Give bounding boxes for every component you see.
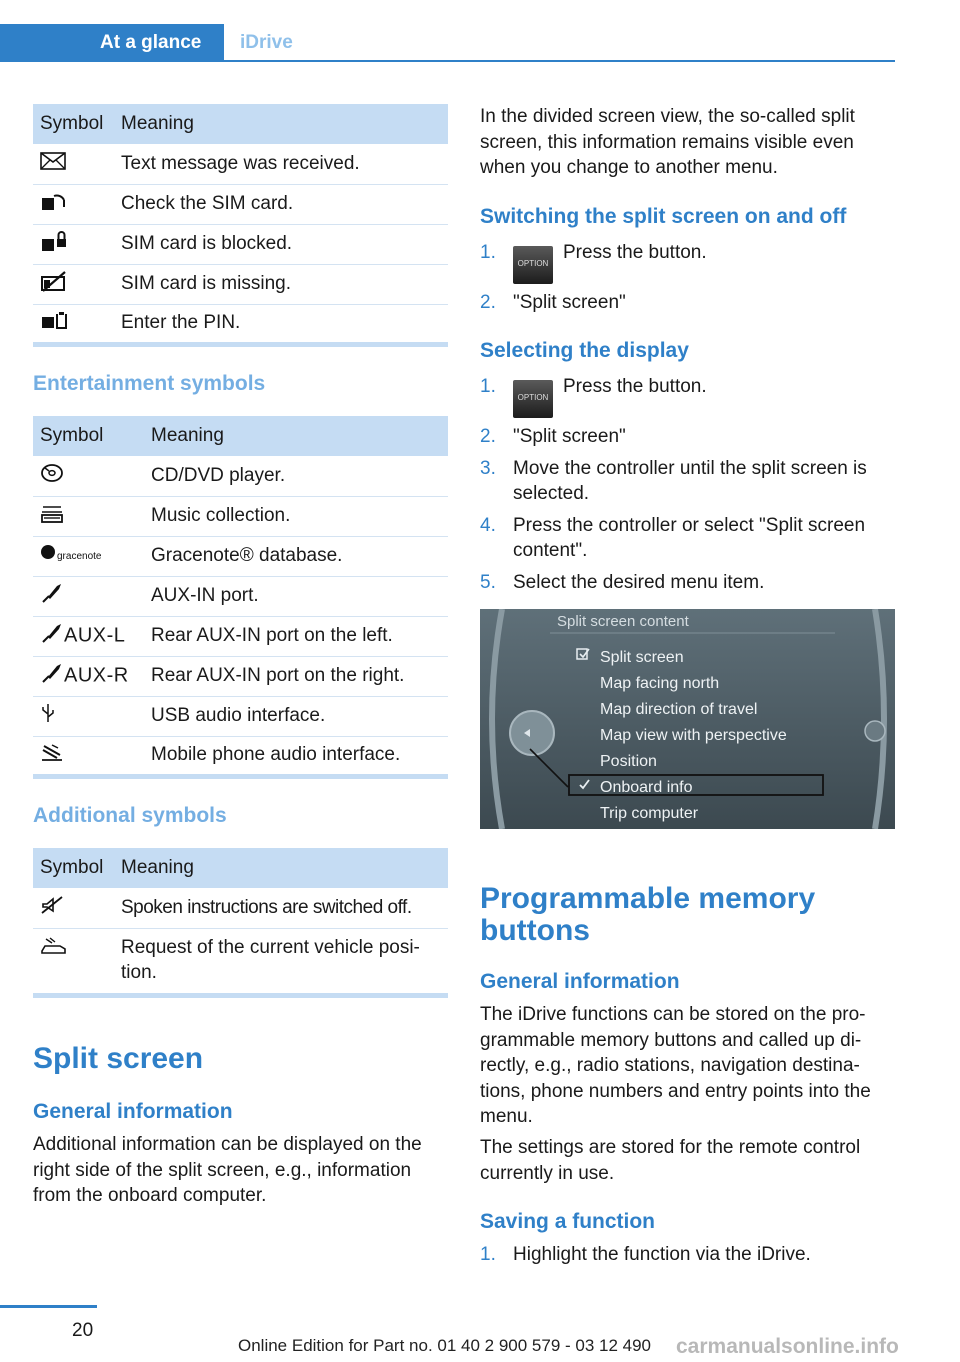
screen-menu	[600, 645, 787, 827]
menu-item-position[interactable]: Position	[600, 753, 657, 770]
list-item: 2. "Split screen"	[480, 292, 626, 313]
music-collection-icon	[40, 503, 64, 529]
list-item: 4. Press the controller or select "Split screen content".	[480, 514, 866, 561]
table-row	[33, 928, 448, 995]
menu-item-split-screen[interactable]: Split screen	[600, 649, 684, 666]
list-item: 2. "Split screen"	[480, 426, 626, 447]
aux-plug-icon	[40, 582, 64, 610]
disc-icon	[40, 463, 64, 489]
memory-general-heading: General information	[480, 970, 680, 993]
speech-off-icon	[40, 895, 64, 921]
table-row	[33, 616, 448, 656]
split-screen-title: Split screen	[33, 1042, 204, 1075]
meaning-cell: Text message was received.	[114, 144, 448, 184]
table-row	[33, 496, 448, 536]
page-number: 20	[72, 1320, 94, 1341]
memory-text-2: The settings are stored for the remote control currently in use.	[480, 1137, 861, 1184]
meaning-cell: Music collection.	[144, 496, 448, 536]
table-row	[33, 736, 448, 776]
phone-audio-icon	[40, 742, 64, 768]
additional-heading: Additional symbols	[33, 804, 227, 827]
split-general-heading: General information	[33, 1100, 233, 1123]
meaning-cell: USB audio interface.	[144, 696, 448, 736]
meaning-cell: Rear AUX-IN port on the left.	[144, 616, 448, 656]
aux-plug-icon	[40, 662, 64, 690]
sim-check-icon	[40, 191, 68, 217]
gracenote-icon	[40, 543, 108, 569]
memory-text-1: The iDrive functions can be stored on the pro-grammable memory buttons and called up di-rectly, e.g., radio stations, navigation destina-tions, phone numbers and entry points into the menu.	[480, 1004, 871, 1127]
list-item: 5. Select the desired menu item.	[480, 571, 765, 593]
meaning-cell: Request of the current vehicle posi- tion.	[114, 928, 448, 995]
option-button-icon: OPTION	[513, 380, 553, 418]
meaning-cell: SIM card is blocked.	[114, 224, 448, 264]
footer-rule	[0, 1305, 97, 1308]
table-row	[33, 576, 448, 616]
meaning-cell: Check the SIM card.	[114, 184, 448, 224]
meaning-cell: Mobile phone audio interface.	[144, 736, 448, 776]
option-button-icon: OPTION	[513, 246, 553, 284]
screen-title: Split screen content	[557, 613, 689, 630]
vehicle-position-icon	[40, 937, 68, 963]
select-display-heading: Selecting the display	[480, 339, 689, 362]
aux-left-label: AUX-L	[64, 624, 126, 647]
meaning-cell: SIM card is missing.	[114, 264, 448, 304]
split-screen-content-screenshot	[480, 609, 895, 829]
col-header-symbol: Symbol	[33, 416, 144, 456]
menu-item-map-direction[interactable]: Map direction of travel	[600, 701, 758, 718]
meaning-cell: CD/DVD player.	[144, 456, 448, 496]
switch-steps	[480, 240, 895, 322]
meaning-cell: AUX-IN port.	[144, 576, 448, 616]
meaning-cell: Gracenote® database.	[144, 536, 448, 576]
saving-heading: Saving a function	[480, 1210, 656, 1233]
col-header-meaning: Meaning	[114, 104, 448, 144]
saving-steps	[480, 1242, 895, 1274]
table-row	[33, 184, 448, 224]
list-item: 1. OPTIONPress the button.	[480, 374, 895, 418]
table-row	[33, 144, 448, 184]
memory-title: Programmable memory buttons	[480, 882, 816, 947]
select-steps	[480, 374, 895, 601]
col-header-meaning: Meaning	[114, 848, 448, 888]
list-item: 1. OPTIONPress the button.	[480, 240, 895, 284]
tab-idrive[interactable]: iDrive	[240, 32, 293, 53]
entertainment-heading: Entertainment symbols	[33, 372, 266, 395]
usb-icon	[40, 702, 56, 730]
menu-item-onboard-info[interactable]: Onboard info	[600, 779, 693, 796]
envelope-icon	[40, 152, 66, 176]
sim-missing-icon	[40, 270, 68, 298]
list-item: 3. Move the controller until the split screen is selected.	[480, 457, 867, 504]
table-row	[33, 696, 448, 736]
phone-symbols-table	[33, 104, 448, 347]
col-header-symbol: Symbol	[33, 848, 114, 888]
additional-symbols-table	[33, 848, 448, 998]
pin-entry-icon	[40, 310, 68, 336]
switch-heading: Switching the split screen on and off	[480, 205, 847, 228]
table-row	[33, 888, 448, 928]
table-row	[33, 656, 448, 696]
table-row	[33, 456, 448, 496]
menu-item-trip-computer[interactable]: Trip computer	[600, 805, 699, 822]
entertainment-symbols-table	[33, 416, 448, 779]
list-item: 1. Highlight the function via the iDrive.	[480, 1244, 811, 1265]
split-continued-text: In the divided screen view, the so-called split screen, this information remains visible even when you change to another menu.	[480, 106, 855, 178]
col-header-meaning: Meaning	[144, 416, 448, 456]
table-row	[33, 264, 448, 304]
split-general-text: Additional information can be displayed on the right side of the split screen, e.g., information from the onboard computer.	[33, 1134, 422, 1206]
table-row	[33, 304, 448, 344]
table-row	[33, 536, 448, 576]
watermark: carmanualsonline.info	[676, 1335, 899, 1358]
col-header-symbol: Symbol	[33, 104, 114, 144]
tab-at-a-glance[interactable]: At a glance	[0, 24, 224, 62]
sim-blocked-icon	[40, 230, 68, 258]
meaning-cell: Spoken instructions are switched off.	[114, 888, 448, 928]
edition-text: Online Edition for Part no. 01 40 2 900 579 - 03 12 490	[238, 1336, 652, 1355]
aux-plug-icon	[40, 622, 64, 650]
menu-item-map-perspective[interactable]: Map view with perspective	[600, 727, 787, 744]
table-row	[33, 224, 448, 264]
header-bar	[0, 24, 895, 62]
aux-right-label: AUX-R	[64, 664, 129, 687]
meaning-cell: Rear AUX-IN port on the right.	[144, 656, 448, 696]
svg-text:gracenote: gracenote	[57, 551, 102, 562]
meaning-cell: Enter the PIN.	[114, 304, 448, 344]
menu-item-map-north[interactable]: Map facing north	[600, 675, 720, 692]
